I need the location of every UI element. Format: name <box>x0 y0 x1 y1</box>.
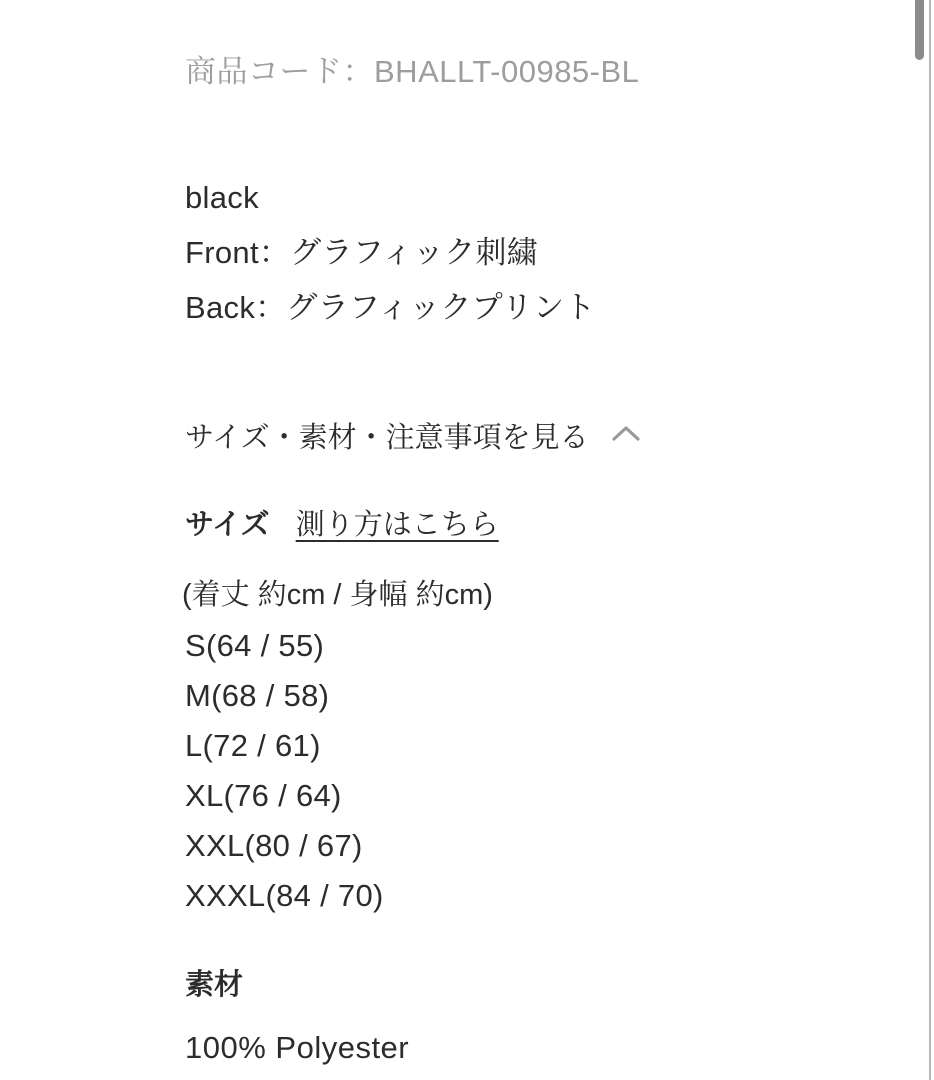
size-row-m: M(68 / 58) <box>185 678 330 713</box>
content-edge-divider <box>929 0 931 1080</box>
measure-guide-link[interactable]: 測り方はこちら <box>295 508 499 541</box>
size-row-l: L(72 / 61) <box>185 728 321 763</box>
size-row-s: S(64 / 55) <box>185 628 325 663</box>
size-title: サイズ <box>185 508 270 541</box>
chevron-up-icon <box>611 425 641 442</box>
product-code: 商品コード：BHALLT-00985-BL <box>185 54 640 89</box>
size-list <box>185 621 384 921</box>
details-collapse-toggle[interactable] <box>185 415 641 455</box>
size-row-xl: XL(76 / 64) <box>185 778 342 813</box>
material-title: 素材 <box>185 969 244 1001</box>
size-row-xxxl: XXXL(84 / 70) <box>185 878 384 913</box>
front-description: Front：グラフィック刺繍 <box>185 235 539 270</box>
size-section-header <box>185 502 499 542</box>
size-row-xxl: XXL(80 / 67) <box>185 828 363 863</box>
product-description <box>185 170 596 335</box>
scrollbar-thumb[interactable] <box>915 0 924 60</box>
size-unit-note: (着丈 約cm / 身幅 約cm) <box>182 579 493 611</box>
details-toggle-label: サイズ・素材・注意事項を見る <box>185 421 589 454</box>
color-name: black <box>185 180 259 215</box>
back-description: Back：グラフィックプリント <box>185 290 596 325</box>
material-value: 100% Polyester <box>185 1030 410 1065</box>
